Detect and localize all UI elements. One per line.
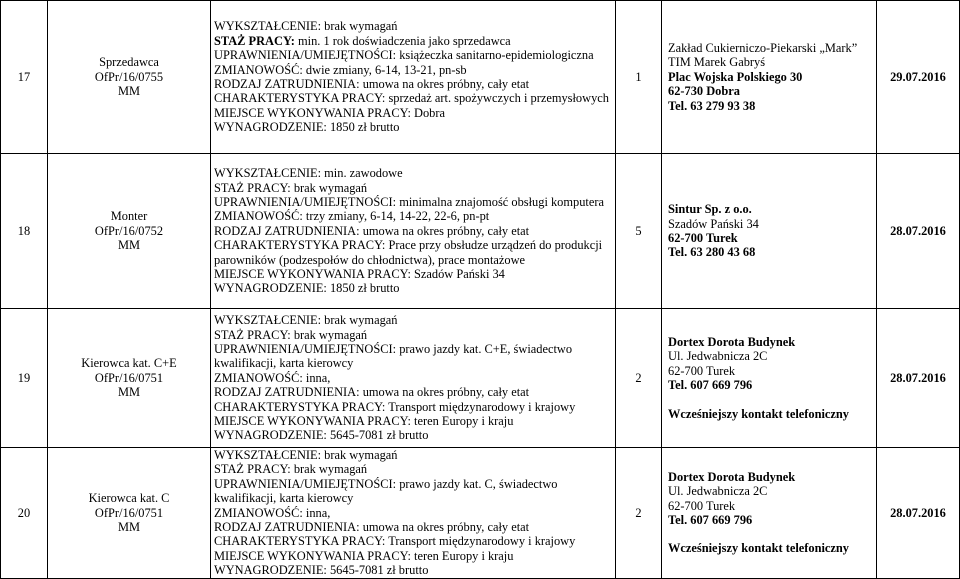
label: RODZAJ ZATRUDNIENIA: [214, 223, 360, 238]
value: minimalna znajomość obsługi komputera [399, 194, 604, 209]
value: brak wymagań [293, 180, 368, 195]
label: ZMIANOWOŚĆ: [214, 370, 303, 385]
employer-name: Sintur Sp. z o.o. [668, 202, 752, 217]
employer-cell [662, 154, 877, 309]
officer-initials: MM [117, 520, 141, 535]
position-cell [48, 309, 211, 448]
offer-number: OfPr/16/0751 [94, 505, 164, 520]
label: RODZAJ ZATRUDNIENIA: [214, 520, 360, 535]
value: brak wymagań [324, 448, 398, 462]
value: teren Europy i kraju [414, 548, 514, 563]
offer-number: OfPr/16/0755 [94, 69, 164, 84]
label: WYNAGRODZENIE: [214, 428, 327, 443]
value: inna, [305, 505, 331, 520]
value: sprzedaż art. spożywczych i przemysłowych [388, 91, 609, 106]
value: Prace przy obsłudze urządzeń do produkcji parowników (podzespołów do chłodnictwa), prace montażowe [214, 238, 603, 267]
vacancy-count: 5 [616, 154, 662, 309]
value: prawo jazdy kat. C+E, świadectwo kwalifikacji, karta kierowcy [214, 341, 573, 371]
label: CHARAKTERYSTYKA PRACY: [214, 534, 386, 549]
salary-line [214, 428, 612, 442]
education-line [214, 166, 612, 180]
employer-street: Ul. Jedwabnicza 2C [668, 484, 768, 499]
value: książeczka sanitarno-epidemiologiczna [399, 48, 594, 63]
label: WYNAGRODZENIE: [214, 120, 327, 135]
value: dwie zmiany, 6-14, 13-21, pn-sb [305, 62, 467, 77]
label: UPRAWNIENIA/UMIEJĘTNOŚCI: [214, 341, 397, 356]
education-line [214, 313, 612, 327]
vacancy-count: 2 [616, 309, 662, 448]
value: umowa na okres próbny, cały etat [362, 520, 530, 535]
employer-name: Zakład Cukierniczo-Piekarski „Mark” [668, 40, 858, 55]
label: MIEJSCE WYKONYWANIA PRACY: [214, 105, 411, 120]
employer-name: Dortex Dorota Budynek [668, 469, 796, 484]
label: WYKSZTAŁCENIE: [214, 19, 322, 34]
employer-note: Wcześniejszy kontakt telefoniczny [668, 406, 850, 421]
value: Transport międzynarodowy i krajowy [388, 534, 576, 549]
job-description-line [214, 534, 612, 548]
row-number: 20 [1, 448, 48, 579]
experience-line [214, 34, 612, 48]
value: trzy zmiany, 6-14, 14-22, 22-6, pn-pt [305, 209, 490, 224]
employer-street: Ul. Jedwabnicza 2C [668, 349, 768, 364]
vacancy-count: 1 [616, 1, 662, 154]
employer-name: Dortex Dorota Budynek [668, 334, 796, 349]
value: 5645-7081 zł brutto [329, 563, 429, 578]
salary-line [214, 563, 612, 577]
label: STAŻ PRACY: [214, 462, 291, 477]
label: RODZAJ ZATRUDNIENIA: [214, 385, 360, 400]
employer-note: Wcześniejszy kontakt telefoniczny [668, 541, 850, 556]
employment-type-line [214, 520, 612, 534]
row-number: 18 [1, 154, 48, 309]
value: 1850 zł brutto [329, 120, 400, 135]
label: UPRAWNIENIA/UMIEJĘTNOŚCI: [214, 194, 397, 209]
employer-phone: Tel. 63 280 43 68 [668, 245, 756, 260]
skills-line [214, 48, 612, 62]
employment-type-line [214, 77, 612, 91]
employment-type-line [214, 224, 612, 238]
label: WYKSZTAŁCENIE: [214, 166, 322, 181]
position-title: Kierowca kat. C [88, 491, 170, 506]
value: brak wymagań [293, 462, 368, 477]
education-line [214, 448, 612, 462]
value: 5645-7081 zł brutto [329, 428, 429, 443]
job-description-line [214, 91, 612, 105]
position-title: Sprzedawca [99, 55, 159, 70]
description-cell [211, 448, 616, 579]
shifts-line [214, 371, 612, 385]
employer-city: 62-700 Turek [668, 498, 736, 513]
skills-line [214, 477, 612, 506]
value: 1850 zł brutto [329, 281, 400, 296]
employer-phone: Tel. 607 669 796 [668, 513, 753, 528]
spacer [668, 527, 873, 541]
skills-line [214, 342, 612, 371]
education-line [214, 19, 612, 33]
label: CHARAKTERYSTYKA PRACY: [214, 91, 386, 106]
employer-phone: Tel. 63 279 93 38 [668, 98, 756, 113]
row-number: 19 [1, 309, 48, 448]
experience-line [214, 181, 612, 195]
shifts-line [214, 209, 612, 223]
description-cell [211, 309, 616, 448]
row-number: 17 [1, 1, 48, 154]
label: WYKSZTAŁCENIE: [214, 448, 322, 462]
label: CHARAKTERYSTYKA PRACY: [214, 399, 386, 414]
employer-street: Plac Wojska Polskiego 30 [668, 69, 803, 84]
label: STAŻ PRACY: [214, 327, 291, 342]
employer-street: Szadów Pański 34 [668, 216, 759, 231]
workplace-line [214, 549, 612, 563]
officer-initials: MM [117, 385, 141, 400]
label: ZMIANOWOŚĆ: [214, 209, 303, 224]
label: WYNAGRODZENIE: [214, 563, 327, 578]
label: ZMIANOWOŚĆ: [214, 62, 303, 77]
label: WYKSZTAŁCENIE: [214, 313, 322, 328]
value: umowa na okres próbny, cały etat [362, 385, 530, 400]
label: CHARAKTERYSTYKA PRACY: [214, 238, 386, 253]
position-title: Kierowca kat. C+E [81, 356, 177, 371]
position-cell [48, 154, 211, 309]
label: WYNAGRODZENIE: [214, 281, 327, 296]
value: min. 1 rok doświadczenia jako sprzedawca [298, 33, 511, 48]
experience-line [214, 328, 612, 342]
label: STAŻ PRACY: [214, 33, 295, 48]
employer-cell [662, 1, 877, 154]
label: STAŻ PRACY: [214, 180, 291, 195]
salary-line [214, 120, 612, 134]
value: brak wymagań [293, 327, 368, 342]
value: Transport międzynarodowy i krajowy [388, 399, 576, 414]
officer-initials: MM [117, 84, 141, 99]
workplace-line [214, 414, 612, 428]
employer-cell [662, 309, 877, 448]
label: MIEJSCE WYKONYWANIA PRACY: [214, 267, 411, 282]
table-row [1, 309, 960, 448]
label: MIEJSCE WYKONYWANIA PRACY: [214, 414, 411, 429]
employer-city: 62-700 Turek [668, 363, 736, 378]
description-cell [211, 154, 616, 309]
employer-cell [662, 448, 877, 579]
job-description-line [214, 238, 612, 267]
shifts-line [214, 63, 612, 77]
offer-date: 28.07.2016 [877, 309, 960, 448]
offer-date: 29.07.2016 [877, 1, 960, 154]
value: brak wymagań [324, 313, 398, 328]
employer-city: 62-730 Dobra [668, 84, 740, 99]
value: umowa na okres próbny, cały etat [362, 223, 530, 238]
value: teren Europy i kraju [414, 414, 514, 429]
employer-owner: TIM Marek Gabryś [668, 55, 766, 70]
spacer [668, 393, 873, 407]
label: RODZAJ ZATRUDNIENIA: [214, 77, 360, 91]
table-row [1, 448, 960, 579]
offer-number: OfPr/16/0752 [94, 223, 164, 238]
offer-number: OfPr/16/0751 [94, 370, 164, 385]
experience-line [214, 462, 612, 476]
workplace-line [214, 267, 612, 281]
employer-phone: Tel. 607 669 796 [668, 378, 753, 393]
position-cell [48, 448, 211, 579]
officer-initials: MM [117, 238, 141, 253]
value: min. zawodowe [324, 166, 403, 181]
offer-date: 28.07.2016 [877, 448, 960, 579]
value: Dobra [414, 105, 445, 120]
label: UPRAWNIENIA/UMIEJĘTNOŚCI: [214, 476, 397, 491]
label: ZMIANOWOŚĆ: [214, 505, 303, 520]
value: Szadów Pański 34 [414, 267, 505, 282]
value: prawo jazdy kat. C, świadectwo kwalifikacji, karta kierowcy [214, 476, 558, 506]
skills-line [214, 195, 612, 209]
job-description-line [214, 400, 612, 414]
shifts-line [214, 506, 612, 520]
vacancy-count: 2 [616, 448, 662, 579]
description-cell [211, 1, 616, 154]
workplace-line [214, 106, 612, 120]
table-row [1, 154, 960, 309]
label: UPRAWNIENIA/UMIEJĘTNOŚCI: [214, 48, 397, 63]
label: MIEJSCE WYKONYWANIA PRACY: [214, 548, 411, 563]
employment-type-line [214, 385, 612, 399]
value: inna, [305, 370, 331, 385]
salary-line [214, 281, 612, 295]
value: brak wymagań [324, 19, 398, 34]
position-title: Monter [110, 209, 148, 224]
value: umowa na okres próbny, cały etat [362, 77, 530, 91]
employer-city: 62-700 Turek [668, 231, 738, 245]
table-row [1, 1, 960, 154]
offer-date: 28.07.2016 [877, 154, 960, 309]
position-cell [48, 1, 211, 154]
